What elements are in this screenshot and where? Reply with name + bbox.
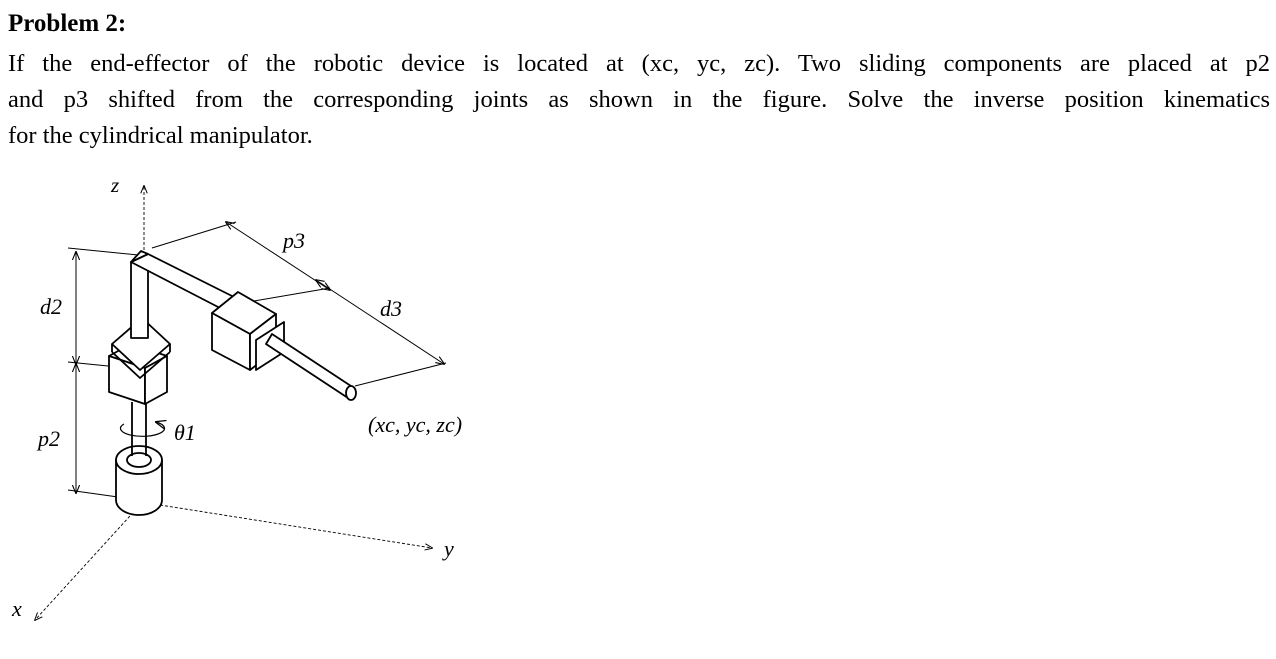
- y-axis-label: y: [444, 536, 454, 561]
- robot-body: [109, 251, 356, 515]
- end-effector-label: (xc, yc, zc): [368, 412, 463, 437]
- d3-label: d3: [380, 296, 402, 321]
- statement-line-2: and p3 shifted from the corresponding joints as shown in the figure. Solve the inverse position kinematics: [8, 86, 1270, 113]
- p2-label: p2: [38, 426, 60, 451]
- statement-line-3: for the cylindrical manipulator.: [8, 122, 313, 149]
- problem-heading: Problem 2:: [8, 10, 127, 37]
- d3-dimension: [316, 280, 444, 364]
- p3-dimension: [226, 222, 330, 290]
- cylindrical-manipulator-figure: [0, 160, 520, 659]
- end-rod: [266, 334, 354, 398]
- x-axis: [35, 505, 140, 620]
- rotation-arrow: [121, 422, 165, 436]
- statement-line-1: If the end-effector of the robotic device is located at (xc, yc, zc). Two sliding components are placed at p2: [8, 50, 1270, 77]
- problem-statement: [8, 46, 1270, 154]
- y-axis: [160, 505, 432, 548]
- theta1-label: θ1: [174, 420, 196, 445]
- x-axis-label: x: [12, 596, 22, 621]
- vertical-column: [131, 262, 148, 338]
- z-axis-label: z: [111, 173, 120, 197]
- p3-label: p3: [283, 228, 305, 253]
- d2-label: d2: [40, 294, 62, 319]
